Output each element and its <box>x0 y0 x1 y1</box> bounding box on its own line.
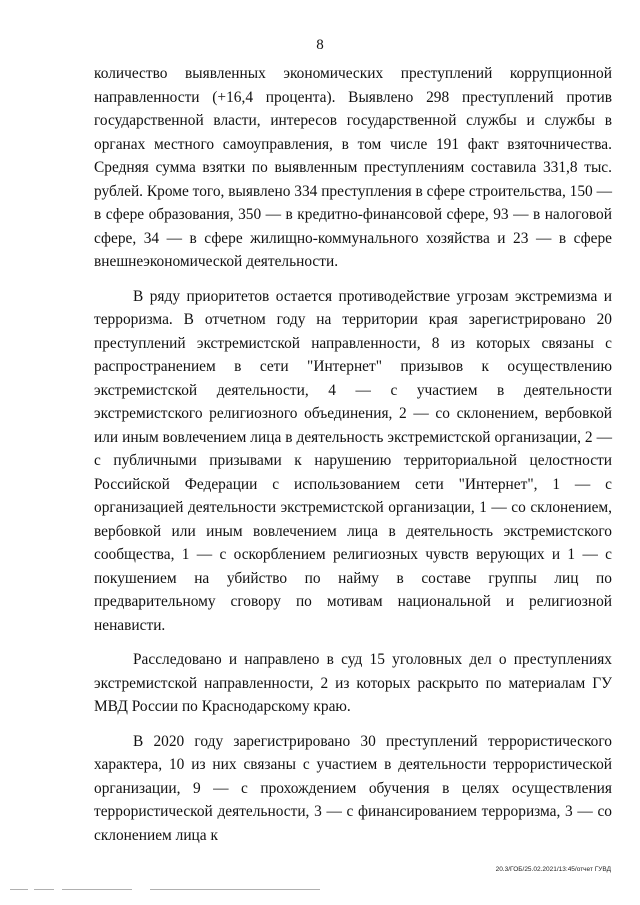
paragraph-court-cases: Расследовано и направлено в суд 15 уголовных дел о преступлениях экстремистской направленности, 2 из которых раскрыто по материалам ГУ МВД России по Краснодарскому краю. <box>94 651 612 715</box>
footer-rule-segment <box>150 889 320 890</box>
paragraph-terrorism-stats: В 2020 году зарегистрировано 30 преступлений террористического характера, 10 из них связаны с участием в деятельности террористической организации, 9 — с прохождением обучения в целях осуществления террористической деятельности, 3 — с финансированием терроризма, 3 — со склонением лица к <box>94 732 612 844</box>
footer-rule-segment <box>34 889 54 890</box>
footer-document-code: 20.3/ГОБ/25.02.2021/13:45/отчет ГУВД <box>495 866 611 873</box>
document-body <box>94 62 612 847</box>
page-number: 8 <box>316 37 324 53</box>
paragraph-corruption-stats: количество выявленных экономических преступлений коррупционной направленности (+16,4 процента). Выявлено 298 преступлений против государственной власти, интересов государственной службы и службы в органах местного самоуправления, в том числе 191 факт взяточничества. Средняя сумма взятки по выявленным преступлениям составила 331,8 тыс. рублей. Кроме того, выявлено 334 преступления в сфере строительства, 150 — в сфере образования, 350 — в кредитно-финансовой сфере, 93 — в налоговой сфере, 34 — в сфере жилищно-коммунального хозяйства и 23 — в сфере внешнеэкономической деятельности. <box>94 65 612 270</box>
paragraph-extremism-stats: В ряду приоритетов остается противодействие угрозам экстремизма и терроризма. В отчетном году на территории края зарегистрировано 20 преступлений экстремистской направленности, 8 из которых связаны с распространением в сети "Интернет" призывов к осуществлению экстремистской деятельности, 4 — с участием в деятельности экстремистского религиозного объединения, 2 — со склонением, вербовкой или иным вовлечением лица в деятельность экстремистской организации, 2 — с публичными призывами к нарушению территориальной целостности Российской Федерации с использованием сети "Интернет", 1 — с организацией деятельности экстремистской организации, 1 — со склонением, вербовкой или иным вовлечением лица в деятельность экстремистского сообщества, 1 — с оскорблением религиозных чувств верующих и 1 — с покушением на убийство по найму в составе группы лиц по предварительному сговору по мотивам национальной и религиозной ненависти. <box>94 287 612 634</box>
footer-rule-segment <box>10 889 28 890</box>
footer-rule-segment <box>62 889 132 890</box>
